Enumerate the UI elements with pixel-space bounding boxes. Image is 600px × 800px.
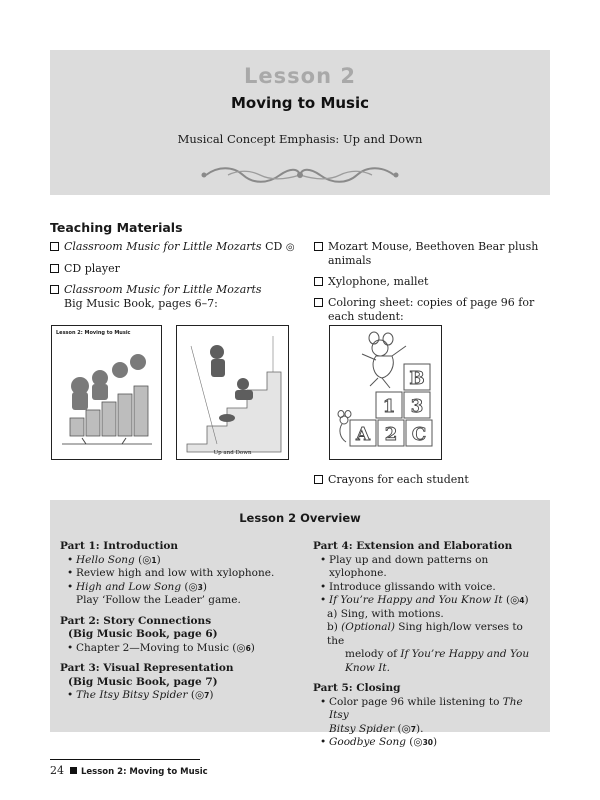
stairs-illustration [177, 326, 288, 459]
overview-title: Lesson 2 Overview [239, 511, 361, 525]
overview-right-column [313, 540, 543, 757]
mouse-on-blocks-illustration [330, 326, 441, 459]
material-item: Xylophone, mallet [314, 275, 554, 289]
thumbnail-caption: Lesson 2: Moving to Music [56, 330, 131, 336]
checkbox-icon [314, 242, 323, 251]
big-music-book-page-6-thumbnail [51, 325, 162, 460]
cd-icon: ◎ [413, 736, 423, 748]
square-bullet-icon [70, 767, 77, 774]
checkbox-icon [50, 242, 59, 251]
cd-icon: ◎ [401, 722, 411, 735]
page-footer [50, 764, 208, 777]
material-item: Mozart Mouse, Beethoven Bear plush animals [314, 240, 554, 268]
xylophone-illustration [52, 326, 161, 459]
overview-part-4: Part 4: Extension and Elaboration • Play up and down patterns on xylophone. • Introduce glissando with voice. • If You’re Happy and You Know It (◎4) a) Sing, with motions. b) (Optional) Sing high/low verses to the melody of If You’re Happy and You Know It. [313, 540, 543, 675]
checkbox-icon [314, 298, 323, 307]
overview-part-5: Part 5: Closing • Color page 96 while listening to The Itsy Bitsy Spider (◎7). • Goodbye Song (◎30) [313, 682, 543, 750]
overview-part-3: Part 3: Visual Representation (Big Music Book, page 7) • The Itsy Bitsy Spider (◎7) [60, 662, 300, 703]
lesson-overview-box [50, 500, 550, 748]
material-item: Classroom Music for Little Mozarts CD ◎ [50, 240, 300, 255]
footer-title: Lesson 2: Moving to Music [81, 767, 208, 777]
overview-left-column [60, 540, 300, 710]
block-letter: B [409, 368, 425, 389]
checkbox-icon [314, 475, 323, 484]
footer-rule [50, 759, 200, 760]
checkbox-icon [50, 264, 59, 273]
overview-part-2: Part 2: Story Connections (Big Music Book, page 6) • Chapter 2—Moving to Music (◎6) [60, 615, 300, 656]
block-letter: 1 [382, 396, 396, 417]
page-number: 24 [50, 764, 64, 777]
big-music-book-page-7-thumbnail [176, 325, 289, 460]
lesson-header [50, 50, 550, 195]
materials-right-column [314, 240, 554, 331]
cd-icon: ◎ [510, 594, 520, 606]
concept-emphasis: Musical Concept Emphasis: Up and Down [177, 132, 423, 146]
teaching-materials-heading: Teaching Materials [50, 220, 183, 235]
block-letter: 2 [384, 424, 398, 445]
ornament-divider [198, 164, 402, 186]
overview-part-1: Part 1: Introduction • Hello Song (◎1) • Review high and low with xylophone. • High and Low Song (◎3) Play ‘Follow the Leader’ game. [60, 540, 300, 608]
cd-icon: ◎ [236, 641, 246, 654]
lesson-title: Moving to Music [230, 94, 370, 112]
material-item: Coloring sheet: copies of page 96 for each student: [314, 296, 554, 324]
cd-icon: ◎ [285, 242, 295, 253]
materials-left-column [50, 240, 300, 318]
cd-icon: ◎ [142, 553, 152, 566]
cd-icon: ◎ [188, 580, 198, 593]
checkbox-icon [314, 277, 323, 286]
block-letter: C [411, 424, 427, 445]
material-item-crayons: Crayons for each student [314, 473, 469, 487]
lesson-label: Lesson 2 [244, 64, 356, 88]
checkbox-icon [50, 285, 59, 294]
block-letter: 3 [410, 396, 424, 417]
material-item: Classroom Music for Little Mozarts Big Music Book, pages 6–7: [50, 283, 300, 311]
thumbnail-caption: Up and Down [213, 450, 252, 456]
material-item: CD player [50, 262, 300, 276]
block-letter: A [356, 424, 370, 445]
coloring-sheet-thumbnail [329, 325, 442, 460]
cd-icon: ◎ [194, 689, 205, 701]
